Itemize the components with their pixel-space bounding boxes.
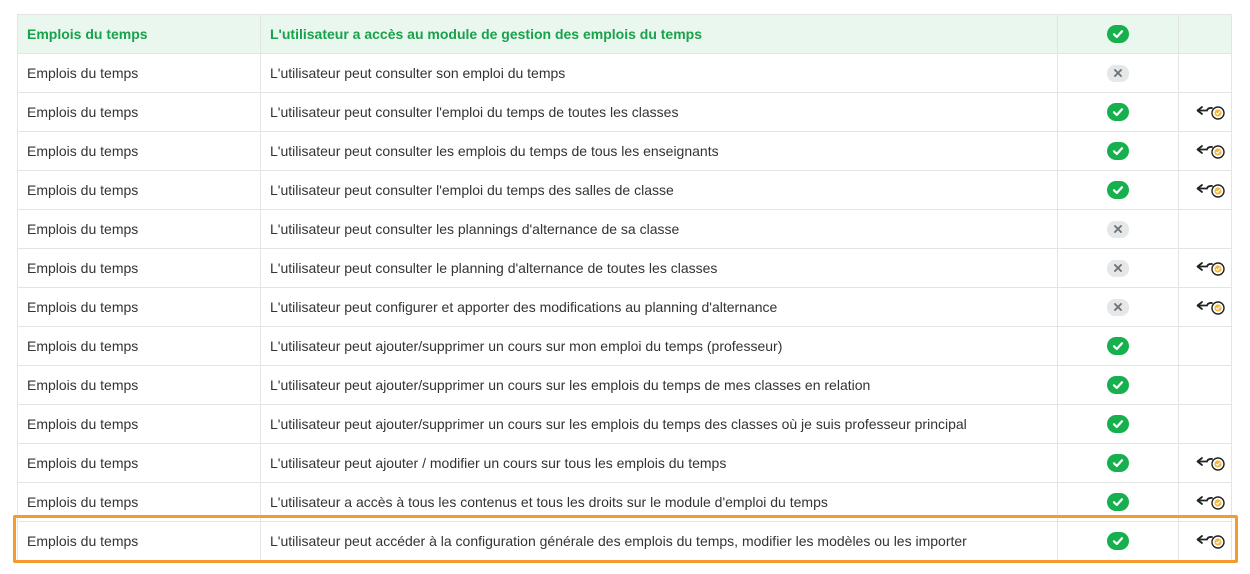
module-name-cell: Emplois du temps — [18, 171, 261, 210]
module-name-cell: Emplois du temps — [18, 54, 261, 93]
permission-status-cell — [1058, 249, 1179, 288]
inherit-arrow-icon[interactable] — [1195, 493, 1227, 511]
module-name-cell: Emplois du temps — [18, 93, 261, 132]
check-icon[interactable] — [1107, 454, 1129, 472]
inherit-arrow-icon[interactable] — [1195, 103, 1227, 121]
check-icon[interactable] — [1107, 532, 1129, 550]
permission-description-cell: L'utilisateur peut consulter les emplois du temps de tous les enseignants — [261, 132, 1058, 171]
permission-action-cell — [1179, 132, 1232, 171]
check-icon[interactable] — [1107, 103, 1129, 121]
permission-description-cell: L'utilisateur peut configurer et apporter des modifications au planning d'alternance — [261, 288, 1058, 327]
permission-description-cell: L'utilisateur peut consulter son emploi du temps — [261, 54, 1058, 93]
module-name-cell: Emplois du temps — [18, 327, 261, 366]
check-icon[interactable] — [1107, 493, 1129, 511]
module-name-cell: Emplois du temps — [18, 483, 261, 522]
module-name-cell: Emplois du temps — [18, 249, 261, 288]
permission-description-cell: L'utilisateur peut accéder à la configuration générale des emplois du temps, modifier les modèles ou les importer — [261, 522, 1058, 561]
permission-description-cell: L'utilisateur a accès à tous les contenus et tous les droits sur le module d'emploi du temps — [261, 483, 1058, 522]
module-name-cell: Emplois du temps — [18, 210, 261, 249]
permission-description-cell: L'utilisateur peut consulter l'emploi du temps de toutes les classes — [261, 93, 1058, 132]
module-name-cell: Emplois du temps — [18, 132, 261, 171]
inherit-arrow-icon[interactable] — [1195, 259, 1227, 277]
permission-status-cell — [1058, 54, 1179, 93]
permission-row — [18, 444, 1232, 483]
permission-status-cell — [1058, 444, 1179, 483]
permission-action-cell — [1179, 483, 1232, 522]
permission-action-cell — [1179, 522, 1232, 561]
module-name-cell: Emplois du temps — [18, 522, 261, 561]
permission-description-cell: L'utilisateur peut ajouter / modifier un cours sur tous les emplois du temps — [261, 444, 1058, 483]
permission-action-cell — [1179, 327, 1232, 366]
permission-status-cell — [1058, 522, 1179, 561]
module-name-cell: Emplois du temps — [18, 444, 261, 483]
permission-status-cell — [1058, 288, 1179, 327]
permission-action-cell — [1179, 210, 1232, 249]
check-icon[interactable] — [1107, 25, 1129, 43]
permission-status-cell — [1058, 366, 1179, 405]
permission-description-cell: L'utilisateur peut consulter le planning d'alternance de toutes les classes — [261, 249, 1058, 288]
module-name-cell: Emplois du temps — [18, 15, 261, 54]
permission-row — [18, 288, 1232, 327]
permission-status-cell — [1058, 210, 1179, 249]
inherit-arrow-icon[interactable] — [1195, 181, 1227, 199]
permission-description-cell: L'utilisateur peut ajouter/supprimer un cours sur mon emploi du temps (professeur) — [261, 327, 1058, 366]
permission-description-cell: L'utilisateur a accès au module de gestion des emplois du temps — [261, 15, 1058, 54]
permission-row — [18, 171, 1232, 210]
cross-icon[interactable] — [1107, 299, 1129, 316]
permissions-table — [17, 14, 1232, 561]
permission-row — [18, 132, 1232, 171]
permission-row — [18, 210, 1232, 249]
check-icon[interactable] — [1107, 181, 1129, 199]
check-icon[interactable] — [1107, 337, 1129, 355]
permission-status-cell — [1058, 405, 1179, 444]
inherit-arrow-icon[interactable] — [1195, 142, 1227, 160]
permission-action-cell — [1179, 249, 1232, 288]
module-header-row — [18, 15, 1232, 54]
cross-icon[interactable] — [1107, 260, 1129, 277]
permission-description-cell: L'utilisateur peut consulter l'emploi du temps des salles de classe — [261, 171, 1058, 210]
permission-action-cell — [1179, 444, 1232, 483]
module-name-cell: Emplois du temps — [18, 366, 261, 405]
permission-description-cell: L'utilisateur peut consulter les plannings d'alternance de sa classe — [261, 210, 1058, 249]
permission-action-cell — [1179, 288, 1232, 327]
permission-action-cell — [1179, 171, 1232, 210]
inherit-arrow-icon[interactable] — [1195, 454, 1227, 472]
permission-action-cell — [1179, 366, 1232, 405]
permission-action-cell — [1179, 93, 1232, 132]
permission-status-cell — [1058, 93, 1179, 132]
cross-icon[interactable] — [1107, 221, 1129, 238]
module-name-cell: Emplois du temps — [18, 405, 261, 444]
check-icon[interactable] — [1107, 142, 1129, 160]
permission-status-cell — [1058, 171, 1179, 210]
permission-status-cell — [1058, 132, 1179, 171]
permission-row — [18, 327, 1232, 366]
permission-status-cell — [1058, 483, 1179, 522]
permission-action-cell — [1179, 15, 1232, 54]
permission-action-cell — [1179, 405, 1232, 444]
module-name-cell: Emplois du temps — [18, 288, 261, 327]
permission-row — [18, 366, 1232, 405]
permission-status-cell — [1058, 327, 1179, 366]
permission-status-cell — [1058, 15, 1179, 54]
permission-row — [18, 54, 1232, 93]
permission-description-cell: L'utilisateur peut ajouter/supprimer un cours sur les emplois du temps des classes où je suis professeur principal — [261, 405, 1058, 444]
permission-row-highlighted — [18, 522, 1232, 561]
permission-description-cell: L'utilisateur peut ajouter/supprimer un cours sur les emplois du temps de mes classes en relation — [261, 366, 1058, 405]
permission-action-cell — [1179, 54, 1232, 93]
inherit-arrow-icon[interactable] — [1195, 532, 1227, 550]
permissions-table-body — [18, 15, 1232, 561]
inherit-arrow-icon[interactable] — [1195, 298, 1227, 316]
permission-row — [18, 93, 1232, 132]
cross-icon[interactable] — [1107, 65, 1129, 82]
permission-row — [18, 249, 1232, 288]
permission-row — [18, 405, 1232, 444]
check-icon[interactable] — [1107, 415, 1129, 433]
check-icon[interactable] — [1107, 376, 1129, 394]
permission-row — [18, 483, 1232, 522]
